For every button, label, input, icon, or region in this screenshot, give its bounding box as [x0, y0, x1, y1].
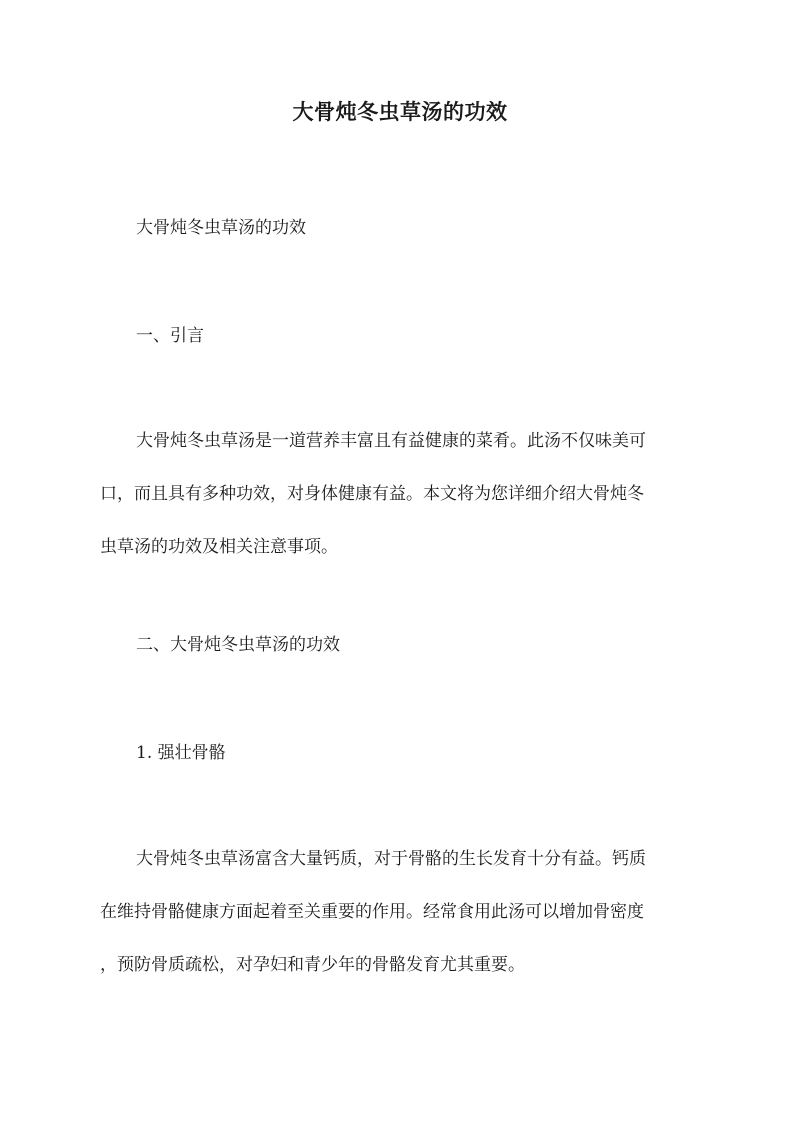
paragraph-line: 口，而且具有多种功效，对身体健康有益。本文将为您详细介绍大骨炖冬 — [100, 484, 644, 504]
paragraph-line: ，预防骨质疏松，对孕妇和青少年的骨骼发育尤其重要。 — [100, 955, 525, 975]
section-heading-introduction: 一、引言 — [136, 326, 204, 346]
paragraph-line: 大骨炖冬虫草汤是一道营养丰富且有益健康的菜肴。此汤不仅味美可 — [136, 431, 646, 451]
paragraph-line: 在维持骨骼健康方面起着至关重要的作用。经常食用此汤可以增加骨密度 — [100, 902, 644, 922]
document-title: 大骨炖冬虫草汤的功效 — [292, 99, 508, 124]
subsection-heading-strong-bones: 1. 强壮骨骼 — [136, 743, 226, 763]
paragraph-introduction — [100, 415, 700, 574]
document-subtitle: 大骨炖冬虫草汤的功效 — [136, 218, 306, 238]
paragraph-strong-bones — [100, 833, 700, 992]
paragraph-line: 大骨炖冬虫草汤富含大量钙质，对于骨骼的生长发育十分有益。钙质 — [136, 849, 646, 869]
section-heading-benefits: 二、大骨炖冬虫草汤的功效 — [136, 635, 340, 655]
paragraph-line: 虫草汤的功效及相关注意事项。 — [100, 537, 338, 557]
